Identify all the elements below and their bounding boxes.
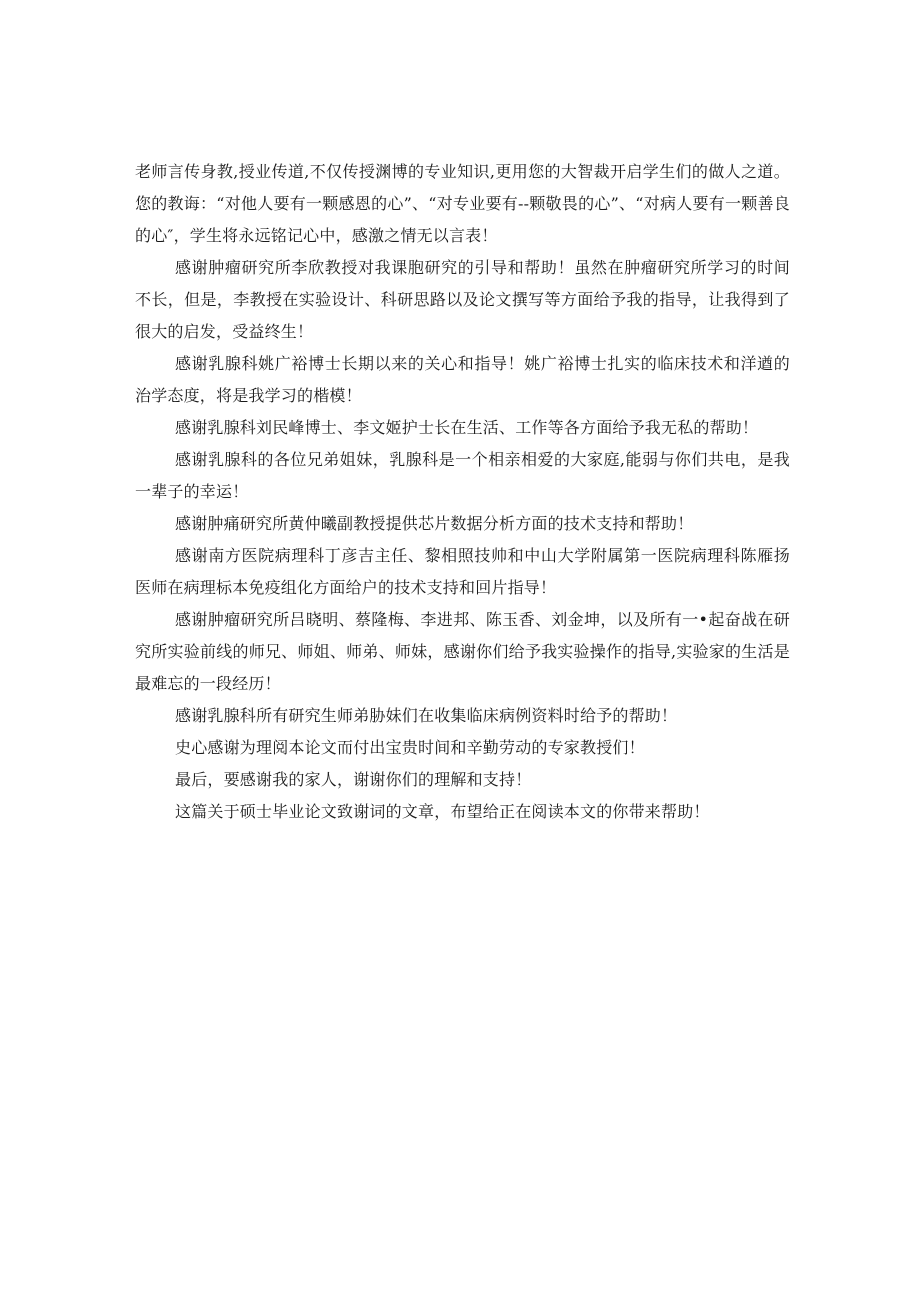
- paragraph-lab-colleagues-thanks: 感谢肿瘤研究所吕晓明、蔡隆梅、李进邦、陈玉香、刘金坤，以及所有一•起奋战在研究所实验前线的师兄、师姐、师弟、师妹，感谢你们给予我实验操作的指导,实验家的生活是最难忘的一段经历！: [135, 610, 790, 693]
- paragraph-reviewers-thanks: 史心感谢为理阅本论文而付出宝贵时间和辛勤劳动的专家教授们！: [175, 738, 645, 757]
- paragraph-breast-dept-thanks: 感谢乳腺科的各位兄弟姐妹，乳腺科是一个相亲相爱的大家庭,能弱与你们共电，是我一辈子的幸运！: [135, 450, 790, 501]
- paragraph-pathology-thanks: 感谢南方医院病理科丁彦吉主任、黎相照技帅和中山大学附属第一医院病理科陈雁扬医师在病理标本免疫组化方面给户的技术支持和回片指导！: [135, 546, 790, 597]
- paragraph-huang-zhongxi-thanks: 感谢肿痛研究所黄仲曦副教授提供芯片数据分析方面的技术支持和帮助！: [175, 514, 694, 533]
- paragraph-yao-guangyu-thanks: 感谢乳腺科姚广裕博士长期以来的关心和指导！姚广裕博士扎实的临床技术和洋遒的治学态度，将是我学习的楷模！: [135, 354, 790, 405]
- paragraph-family-thanks: 最后，要感谢我的家人，谢谢你们的理解和支持！: [175, 770, 532, 789]
- paragraph-closing-note: 这篇关于硕士毕业论文致谢词的文章，布望给正在阅读本文的你带来帮助！: [175, 802, 710, 821]
- document-body: [135, 156, 790, 828]
- paragraph-graduate-students-thanks: 感谢乳腺科所有研究生师弟胁妹们在收集临床病例资料时给予的帮助！: [175, 706, 678, 725]
- paragraph-liu-minfeng-thanks: 感谢乳腺科刘民峰博士、李文姬护士长在生活、工作等各方面给予我无私的帮助！: [175, 418, 759, 437]
- paragraph-teacher-thanks: 老师言传身教,授业传道,不仅传授渊博的专业知识,更用您的大智裁开启学生们的做人之道。您的教诲：“对他人要有一颗感恩的心”、“对专业要有--颗敬畏的心”、“对病人要有一颗善良的心″，学生将永远铭记心中，感激之情无以言表！: [135, 162, 790, 245]
- paragraph-li-xin-thanks: 感谢肿瘤研究所李欣教授对我课胞研究的引导和帮助！虽然在肿瘤研究所学习的时间不长，但是，李教授在实验设计、科研思路以及论文撰写等方面给予我的指导，让我得到了很大的启发，受益终生！: [135, 258, 790, 341]
